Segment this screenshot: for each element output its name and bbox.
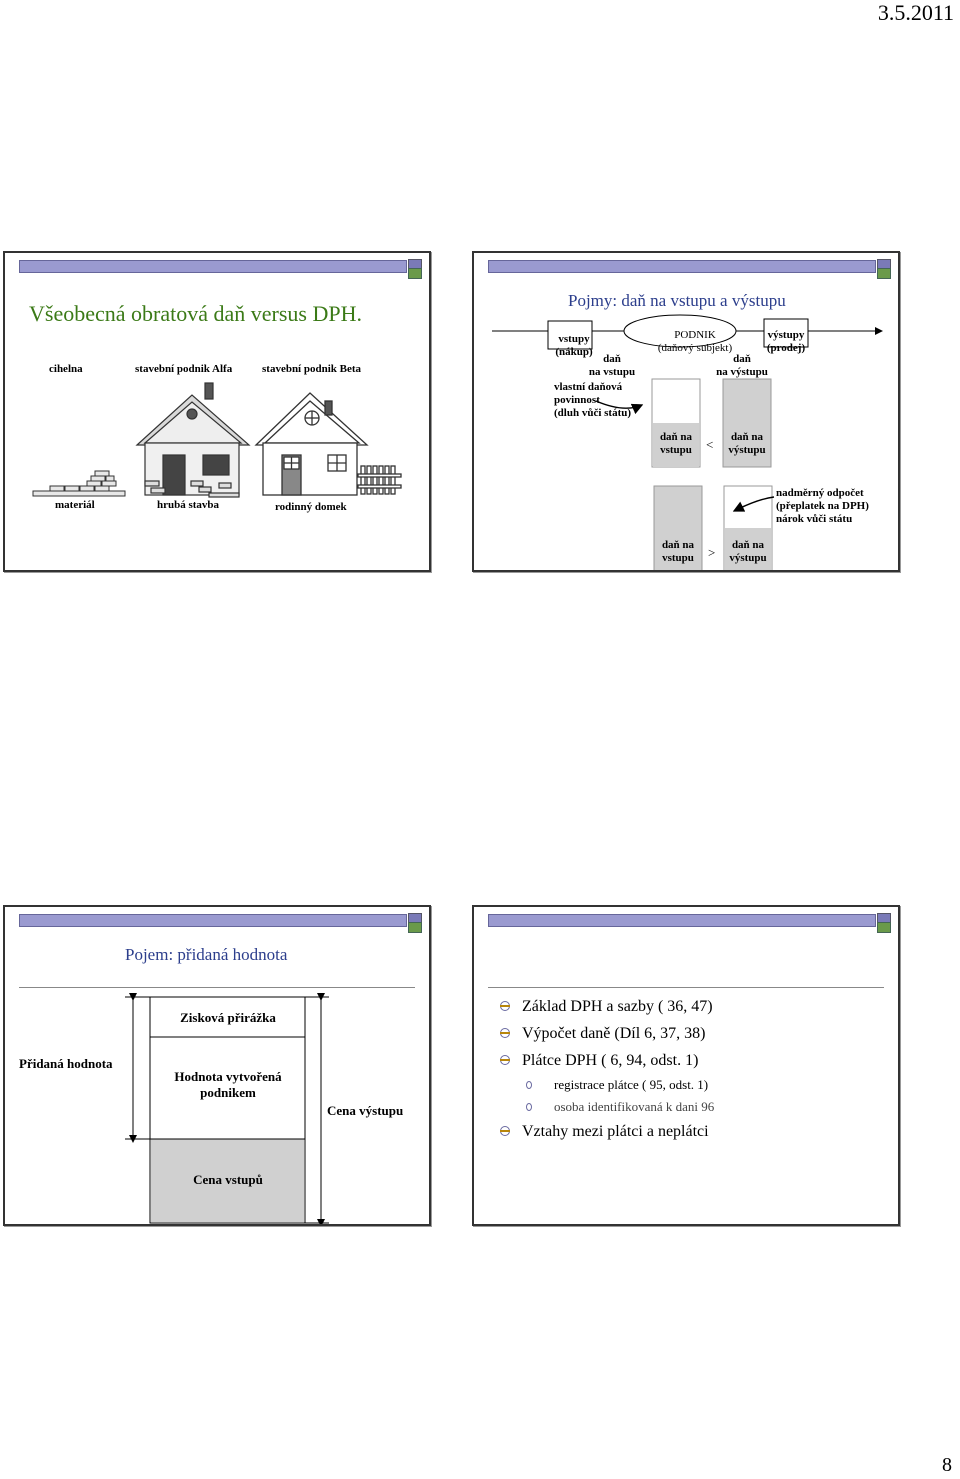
sub-bullet-icon [526, 1081, 532, 1089]
label-company-alfa: stavební podnik Alfa [135, 363, 233, 375]
brick-pile [33, 471, 125, 496]
label-input-price: Cena vstupů [193, 1172, 263, 1187]
bullet-icon [500, 1028, 510, 1038]
houses-illustration [5, 373, 429, 513]
label-output-price: Cena výstupu [327, 1103, 404, 1118]
list-item: Plátce DPH ( 6, 94, odst. 1) [492, 1047, 888, 1074]
slide-added-value [3, 905, 431, 1226]
title-rule [19, 987, 415, 988]
family-house [256, 393, 401, 495]
less-than-sign: < [706, 437, 714, 452]
slide-corner-square [408, 268, 422, 279]
slide-header-bar [488, 914, 876, 927]
label-outputs: výstupy (prodej) [766, 329, 806, 354]
label-family-house: rodinný domek [275, 501, 347, 513]
slide-title: Pojmy: daň na vstupu a výstupu [568, 291, 786, 310]
label-added-value: Přidaná hodnota [19, 1056, 113, 1071]
slide-title: Všeobecná obratová daň versus DPH. [29, 301, 362, 326]
slide-corner-square [408, 922, 422, 933]
label-value-created: Hodnota vytvořená podnikem [174, 1069, 282, 1100]
label-rough-building: hrubá stavba [157, 499, 220, 511]
label-input-tax-arrow: daň na vstupu [588, 353, 636, 378]
slide-input-output-tax [472, 251, 900, 572]
bullet-icon [500, 1001, 510, 1011]
list-item: Základ DPH a sazby ( 36, 47) [492, 993, 888, 1020]
bullet-icon [500, 1126, 510, 1136]
label-output-tax-arrow: daň na výstupu [716, 353, 768, 378]
bullet-list [492, 993, 888, 1145]
greater-than-sign: > [708, 545, 716, 560]
print-date: 3.5.2011 [877, 0, 954, 25]
label-company-beta: stavební podnik Beta [262, 363, 362, 375]
label-input-tax-column-2: daň na vstupu [661, 539, 695, 564]
slide-header-bar [488, 260, 876, 273]
label-company: PODNIK (daňový subjekt) [657, 329, 733, 354]
slide-header-bar [19, 914, 407, 927]
bullet-icon [500, 1055, 510, 1065]
title-rule [488, 987, 884, 988]
label-profit-margin: Zisková přirážka [180, 1010, 276, 1025]
label-material: materiál [55, 499, 95, 511]
label-output-tax-column-2: daň na výstupu [729, 539, 767, 564]
sub-list-item: registrace plátce ( 95, odst. 1) [474, 1074, 888, 1096]
label-tax-obligation: vlastní daňová povinnost (dluh vůči státu) [554, 381, 632, 419]
sub-bullet-icon [526, 1103, 532, 1111]
slide-vat-comparison [3, 251, 431, 572]
rough-building [137, 383, 249, 497]
sub-list-item: osoba identifikovaná k dani 96 [474, 1096, 888, 1118]
list-item: Výpočet daně (Díl 6, 37, 38) [492, 1020, 888, 1047]
label-output-tax-column: daň na výstupu [728, 431, 766, 456]
label-overpayment: nadměrný odpočet (přeplatek na DPH) nárok vůči státu [776, 487, 869, 525]
list-item: Vztahy mezi plátci a neplátci [492, 1118, 888, 1145]
label-input-tax-column: daň na vstupu [659, 431, 693, 456]
slide-corner-square [877, 922, 891, 933]
label-brickworks: cihelna [49, 363, 83, 375]
slide-corner-square [877, 268, 891, 279]
slide-vat-topics [472, 905, 900, 1226]
slide-title: Pojem: přidaná hodnota [125, 945, 288, 964]
label-inputs: vstupy (nákup) [555, 333, 593, 358]
page-number: 8 [942, 1454, 952, 1476]
slide-header-bar [19, 260, 407, 273]
